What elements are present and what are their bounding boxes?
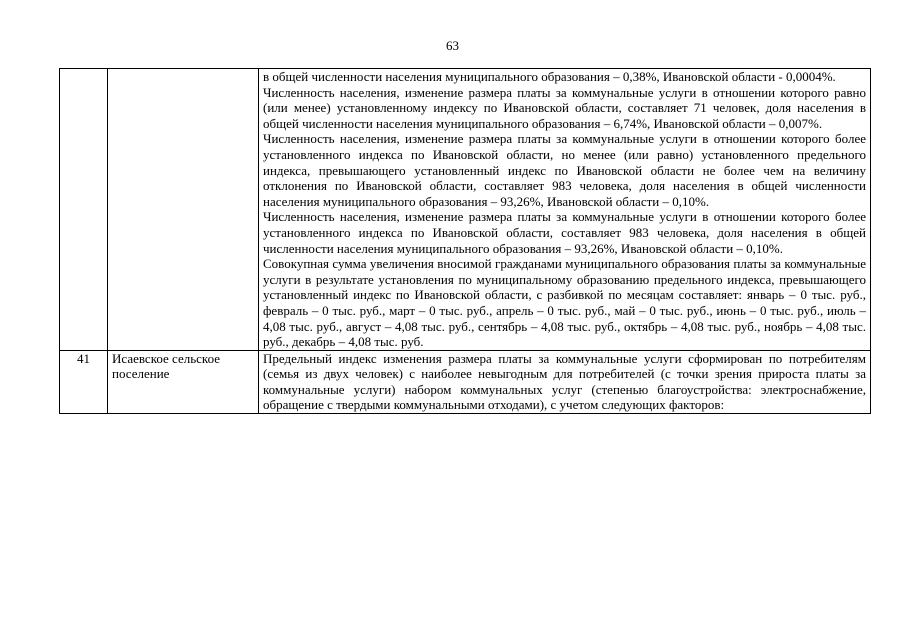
paragraph: в общей численности населения муниципального образования – 0,38%, Ивановской области - 0,0004%. bbox=[263, 69, 836, 84]
table-row bbox=[60, 350, 871, 413]
paragraph: Совокупная сумма увеличения вносимой гражданами муниципального образования платы за коммунальные услуги в результате установления по муниципальному образованию предельного индекса, превышающего установленный индекс по Ивановской области, с разбивкой по месяцам составляет: январь – 0 тыс. руб., февраль – 0 тыс. руб., март – 0 тыс. руб., апрель – 0 тыс. руб., май – 0 тыс. руб., июнь – 0 тыс. руб., июль – 4,08 тыс. руб., август – 4,08 тыс. руб., сентябрь – 4,08 тыс. руб., октябрь – 4,08 тыс. руб., ноябрь – 4,08 тыс. руб., декабрь – 4,08 тыс. руб. bbox=[263, 256, 866, 350]
municipality-name-cell bbox=[108, 69, 259, 351]
paragraph: Численность населения, изменение размера платы за коммунальные услуги в отношении которого равно (или менее) установленному индексу по Ивановской области, составляет 71 человек, доля населения в общей численности населения муниципального образования – 6,74%, Ивановской области – 0,007%. bbox=[263, 84, 866, 131]
table-row bbox=[60, 69, 871, 351]
page-number: 63 bbox=[446, 38, 459, 53]
description-cell bbox=[259, 350, 871, 413]
paragraph: Предельный индекс изменения размера платы за коммунальные услуги сформирован по потребителям (семья из двух человек) с наиболее невыгодным для потребителей (с точки зрения прироста платы за коммунальные услуги) набором коммунальных услуг (степенью благоустройства: электроснабжение, обращение с твердыми коммунальными отходами), с учетом следующих факторов: bbox=[263, 350, 866, 413]
row-number-cell: 41 bbox=[60, 350, 108, 413]
paragraph: Численность населения, изменение размера платы за коммунальные услуги в отношении которого более установленного индекса по Ивановской области, но менее (или равно) установленного предельного индекса, превышающего установленный индекс по Ивановской области не более чем на величину отклонения по Ивановской области, составляет 983 человека, доля населения в общей численности населения муниципального образования – 93,26%, Ивановской области – 0,10%. bbox=[263, 131, 866, 209]
municipality-name-cell: Исаевское сельское поселение bbox=[108, 350, 259, 413]
paragraph: Численность населения, изменение размера платы за коммунальные услуги в отношении которого более установленного индекса по Ивановской области, составляет 983 человека, доля населения в общей численности населения муниципального образования – 93,26%, Ивановской области – 0,10%. bbox=[263, 209, 866, 256]
document-table bbox=[59, 68, 871, 414]
row-number-cell bbox=[60, 69, 108, 351]
description-cell bbox=[259, 69, 871, 351]
